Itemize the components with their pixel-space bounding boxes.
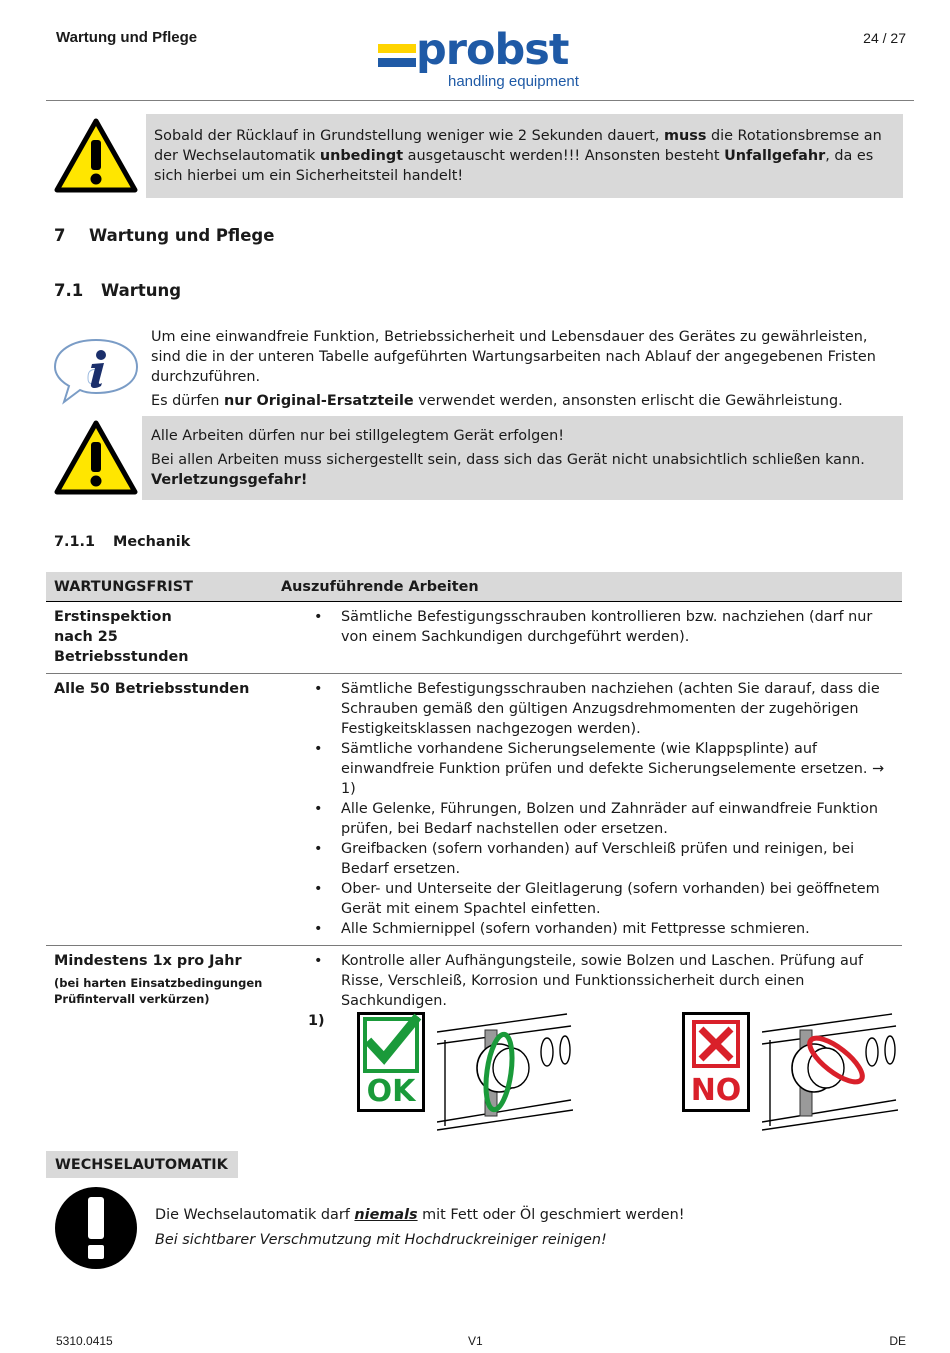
wechsel-text-a: Die Wechselautomatik darf — [155, 1207, 355, 1223]
pin-correct-illustration — [437, 1010, 573, 1136]
wechsel-line-2: Bei sichtbarer Verschmutzung mit Hochdruckreiniger reinigen! — [155, 1232, 607, 1248]
warning-rotation-brake — [146, 114, 903, 198]
page-number: 24 / 27 — [863, 30, 906, 46]
task-item: • Ober- und Unterseite der Gleitlagerung (sofern vorhanden) bei geöffnetem Gerät mit einem Spachtel einfetten. — [341, 879, 894, 919]
task-item: • Alle Gelenke, Führungen, Bolzen und Zahnräder auf einwandfreie Funktion prüfen, bei Bedarf nachstellen oder ersetzen. — [341, 799, 894, 839]
section-7-1-1-number: 7.1.1 — [54, 534, 95, 550]
frequency-note: (bei harten Einsatzbedingungen Prüfintervall verkürzen) — [54, 976, 263, 1006]
warning1-text-3: ausgetauscht werden!!! Ansonsten besteht — [403, 148, 725, 164]
task-item: • Greifbacken (sofern vorhanden) auf Verschleiß prüfen und reinigen, bei Bedarf ersetzen. — [341, 839, 894, 879]
header-section-title: Wartung und Pflege — [56, 29, 198, 46]
task-item: • Sämtliche vorhandene Sicherungselemente (wie Klappsplinte) auf einwandfreie Funktion prüfen und defekte Sicherungselemente ersetzen. → 1) — [341, 739, 894, 799]
info-bubble-icon — [52, 336, 140, 410]
warning1-text-4: , da es sich hierbei um ein Sicherheitsteil handelt! — [154, 148, 874, 184]
figure-label: 1) — [308, 1013, 325, 1029]
header-divider — [46, 100, 914, 101]
header-tasks: Auszuführende Arbeiten — [277, 572, 902, 602]
section-7-number: 7 — [54, 226, 66, 245]
task-item: • Kontrolle aller Aufhängungsteile, sowie Bolzen und Laschen. Prüfung auf Risse, Verschleiß, Korrosion und Funktionssicherheit durch einen Sachkundigen. — [341, 951, 894, 1011]
table-row — [46, 602, 902, 674]
footer-version: V1 — [468, 1334, 483, 1348]
wechsel-emphasis: niemals — [354, 1207, 418, 1223]
section-7-1-number: 7.1 — [54, 281, 84, 300]
frequency-label: Alle 50 Betriebsstunden — [54, 681, 250, 697]
warning1-text-1: Sobald der Rücklauf in Grundstellung weniger wie 2 Sekunden dauert, — [154, 128, 665, 144]
warning1-bold-2: unbedingt — [319, 148, 404, 164]
warning-triangle-icon — [54, 420, 138, 500]
table-row-tasks — [277, 946, 902, 1018]
frequency-label: Mindestens 1x pro Jahr — [54, 953, 242, 969]
footer-doc-number: 5310.0415 — [56, 1334, 113, 1348]
table-row-frequency — [46, 946, 277, 1018]
table-row-frequency — [46, 674, 277, 946]
section-7-1-1-title: Mechanik — [113, 534, 191, 550]
table-row-tasks — [277, 674, 902, 946]
task-item: • Sämtliche Befestigungsschrauben nachziehen (achten Sie darauf, dass die Schrauben gemäß den gültigen Anzugsdrehmomenten der zugehörigen Festigkeitsklassen nachgezogen werden). — [341, 679, 894, 739]
info-p2-text-c: verwendet werden, ansonsten erlischt die Gewährleistung. — [413, 393, 843, 409]
table-row-frequency — [46, 602, 277, 674]
wechsel-line-1 — [155, 1205, 875, 1225]
wechsel-text-c: mit Fett oder Öl geschmiert werden! — [417, 1207, 685, 1223]
section-7-title: Wartung und Pflege — [89, 226, 275, 245]
footer-language: DE — [889, 1334, 906, 1348]
info-paragraph-2 — [151, 391, 896, 411]
info-text-block — [151, 327, 896, 411]
info-p2-text-a: Es dürfen — [151, 393, 224, 409]
wechselautomatik-tab: WECHSELAUTOMATIK — [46, 1151, 238, 1178]
warning1-bold-3: Unfallgefahr — [724, 148, 826, 164]
wechsel-text-block — [155, 1205, 875, 1250]
logo-tagline: handling equipment — [448, 73, 579, 90]
pin-incorrect-illustration — [762, 1010, 898, 1136]
logo-mark-icon — [378, 42, 418, 70]
warning-triangle-icon — [54, 118, 138, 198]
task-item: • Alle Schmiernippel (sofern vorhanden) mit Fettpresse schmieren. — [341, 919, 894, 939]
table-header-row — [46, 572, 902, 602]
exclamation-circle-icon — [53, 1185, 139, 1275]
section-7-1-title: Wartung — [101, 281, 182, 300]
logo-wordmark: probst — [416, 25, 569, 75]
table-row — [46, 674, 902, 946]
ok-label: OK — [366, 1074, 416, 1109]
warning2-line-2: Bei allen Arbeiten muss sichergestellt sein, dass sich das Gerät nicht unabsichtlich schließen kann. — [151, 452, 865, 468]
warning2-line-1: Alle Arbeiten dürfen nur bei stillgelegtem Gerät erfolgen! — [151, 428, 564, 444]
table-row — [46, 946, 902, 1018]
frequency-label: Erstinspektion nach 25 Betriebsstunden — [54, 609, 189, 665]
table-row-tasks — [277, 602, 902, 674]
maintenance-table — [46, 572, 902, 1017]
warning-shutdown-block — [142, 416, 903, 500]
task-item: • Sämtliche Befestigungsschrauben kontrollieren bzw. nachziehen (darf nur von einem Sachkundigen durchgeführt werden). — [341, 607, 894, 647]
header-maintenance-interval: WARTUNGSFRIST — [46, 572, 277, 602]
info-p2-bold: nur Original-Ersatzteile — [223, 393, 414, 409]
probst-logo — [378, 42, 418, 74]
warning1-bold-1: muss — [664, 128, 707, 144]
no-label: NO — [690, 1073, 742, 1108]
info-paragraph-1: Um eine einwandfreie Funktion, Betriebssicherheit und Lebensdauer des Gerätes zu gewährleisten, sind die in der unteren Tabelle aufgeführten Wartungsarbeiten nach Ablauf der angegebenen Fristen durchzuführen. — [151, 329, 876, 385]
warning2-line-3: Verletzungsgefahr! — [151, 472, 308, 488]
warning1-text-2: die Rotationsbremse an der Wechselautomatik — [154, 128, 882, 164]
